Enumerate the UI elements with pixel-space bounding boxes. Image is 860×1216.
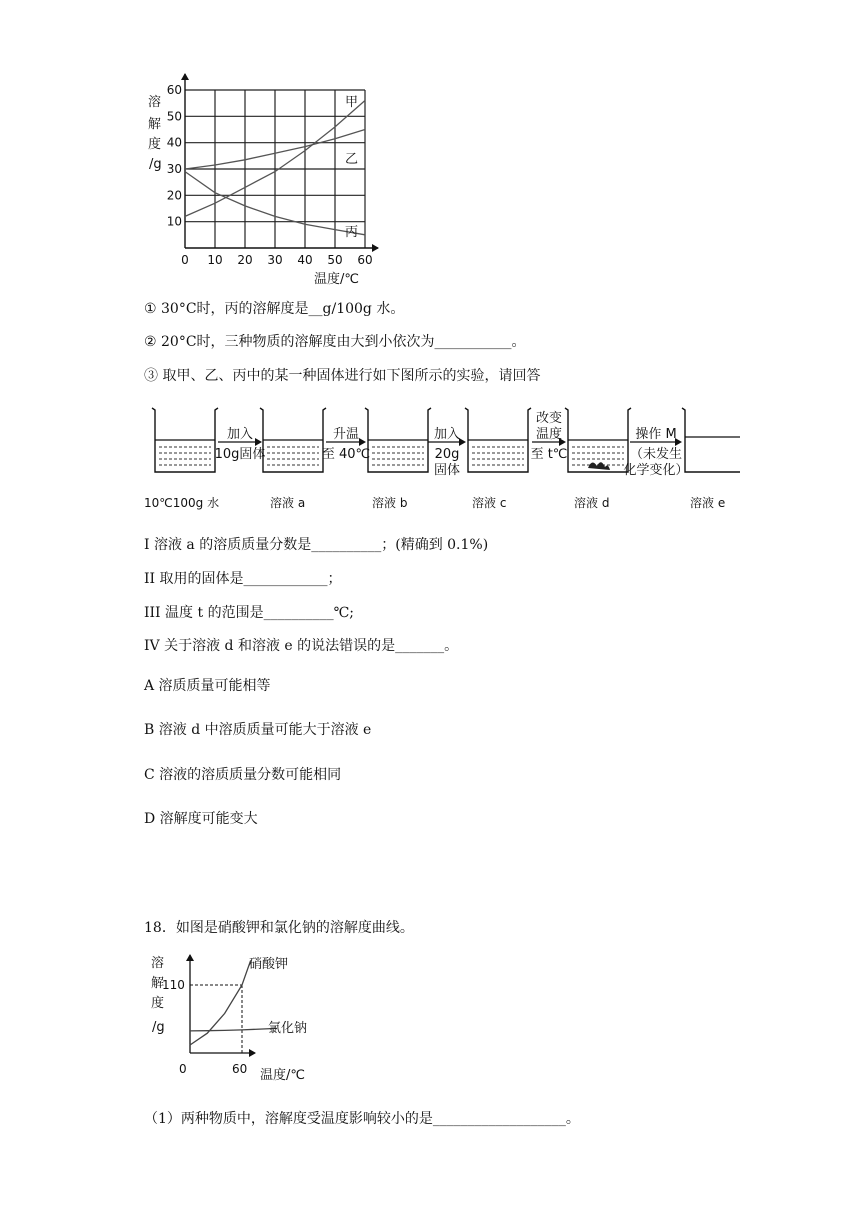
chart1-ytick-40: 40 [166,135,182,150]
chart1-series-label-0: 甲 [345,95,359,110]
chart1-xtick-40: 40 [297,253,313,267]
chart1-xtick-50: 50 [327,253,343,267]
chart2-xtick-60: 60 [232,1062,248,1076]
chart2-ylabel-2: 解 [151,976,165,991]
chart2-ylabel-1: 溶 [151,956,165,971]
solubility-chart-2 [140,945,340,1095]
chart2-axes [186,954,256,1057]
chart1-series-label-1: 乙 [345,152,359,167]
arrow-top-3: 改变 [535,411,563,426]
chart2-series-label-nacl: 氯化钠 [268,1021,308,1036]
question-18-title: 18．如图是硝酸钾和氯化钠的溶解度曲线。 [144,920,414,936]
arrow-head-2 [459,438,466,446]
chart2-ylabel-4: /g [152,1020,165,1035]
beaker-label-b: 溶液 b [372,496,408,510]
beaker-label-a: 溶液 a [270,496,306,510]
option-B: B 溶液 d 中溶质质量可能大于溶液 e [144,722,372,738]
chart2-series-line-1 [190,1028,277,1031]
beaker-label-d: 溶液 d [574,496,610,510]
arrow-top-2: 加入 [433,427,461,442]
question-1: ① 30°C时，丙的溶解度是__g/100g 水。 [144,301,405,317]
sub-question-II: II 取用的固体是____________； [144,571,342,587]
arrow-bottom-1: 至 40℃ [321,447,371,462]
arrow-bottom-3: 至 t℃ [530,447,568,462]
chart2-y-arrow [186,954,194,961]
chart1-ylabel-3: 度 [148,137,162,152]
arrow-bottom-4: （未发生 [629,447,683,462]
arrow-top2-3: 温度 [535,427,563,442]
chart2-series [190,960,277,1045]
chart2-xlabel: 温度/℃ [260,1068,305,1083]
arrow-top-0: 加入 [226,427,254,442]
x-axis-arrow [372,244,379,252]
option-C: C 溶液的溶质质量分数可能相同 [144,767,342,783]
arrow-bottom2-4: 化学变化） [623,463,689,478]
experiment-diagram [140,400,740,490]
arrow-bottom2-2: 固体 [433,463,461,478]
chart1-xtick-10: 10 [207,253,223,267]
beaker-5 [682,408,740,472]
arrow-top-4: 操作 M [635,427,677,442]
chart1-ytick-20: 20 [166,188,182,203]
question-3: ③ 取甲、乙、丙中的某一种固体进行如下图所示的实验，请回答 [144,368,541,384]
beaker-label-c: 溶液 c [472,496,507,510]
chart2-x-arrow [249,1049,256,1057]
chart2-ylabel-3: 度 [151,996,165,1011]
chart1-xtick-0: 0 [181,253,189,267]
chart2-ytick-110: 110 [162,978,185,992]
arrow-bottom-0: 10g固体 [214,447,266,462]
chart2-series-label-kno3: 硝酸钾 [249,957,289,972]
arrow-head-0 [255,438,262,446]
beaker-label-0: 10℃100g 水 [144,496,220,510]
chart1-ytick-50: 50 [166,109,182,124]
chart1-ytick-30: 30 [166,162,182,176]
option-A: A 溶质质量可能相等 [144,678,271,694]
arrow-head-1 [359,438,366,446]
chart1-xtick-30: 30 [267,253,283,267]
beaker-precipitate [588,462,610,470]
sub-question-III: III 温度 t 的范围是__________℃; [144,605,354,621]
chart1-xtick-60: 60 [357,253,373,267]
chart1-xlabel: 温度/℃ [314,272,359,287]
option-D: D 溶解度可能变大 [144,811,258,827]
solubility-chart-1 [140,70,390,295]
sub-question-IV: IV 关于溶液 d 和溶液 e 的说法错误的是_______。 [144,638,459,654]
chart1-ytick-10: 10 [166,214,182,229]
chart1-ylabel-4: /g [149,157,162,172]
arrow-top-1: 升温 [332,427,360,442]
chart1-xtick-20: 20 [237,253,253,267]
question-18-part-1: （1）两种物质中，溶解度受温度影响较小的是___________________。 [144,1111,580,1127]
sub-question-I: I 溶液 a 的溶质质量分数是__________；(精确到 0.1%) [144,537,489,553]
chart1-ylabel-2: 解 [148,117,162,132]
arrow-bottom-2: 20g [434,447,460,462]
chart1-ytick-60: 60 [166,83,182,97]
y-axis-arrow [181,73,189,80]
chart1-ylabel-1: 溶 [148,95,162,110]
beaker-label-e: 溶液 e [690,496,726,510]
chart2-xtick-0: 0 [179,1062,187,1076]
question-2: ② 20°C时，三种物质的溶解度由大到小依次为___________。 [144,334,526,350]
chart1-series-label-2: 丙 [345,225,359,240]
